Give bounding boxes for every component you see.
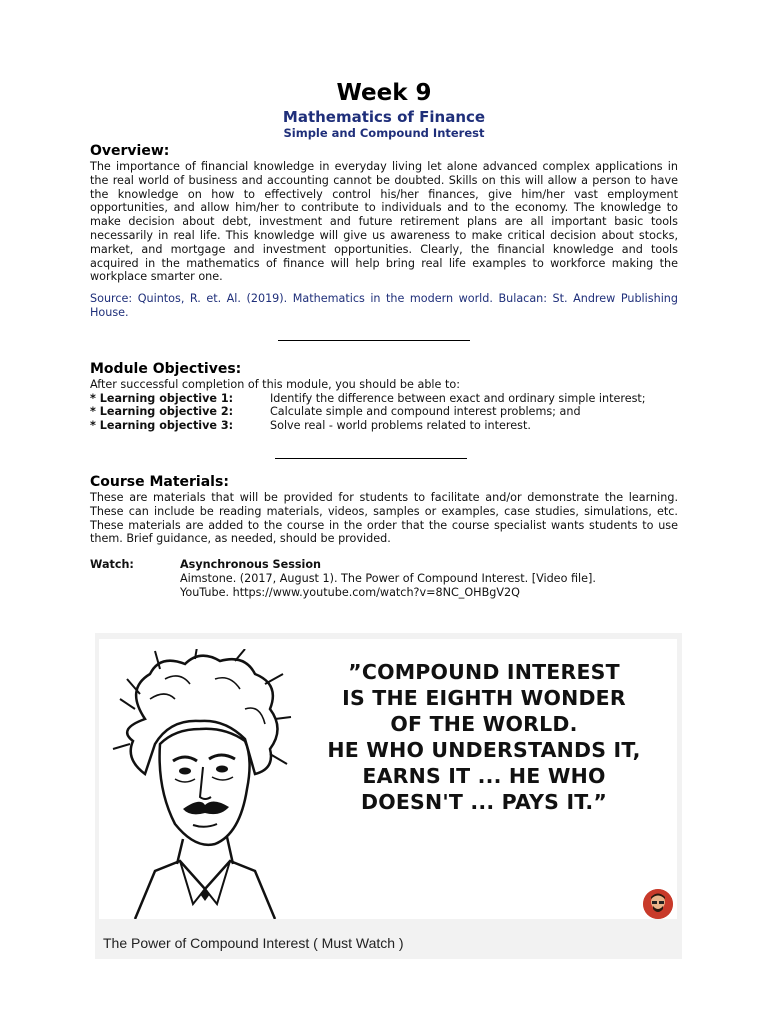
objective-label: * Learning objective 1: <box>90 391 234 405</box>
video-caption[interactable]: The Power of Compound Interest ( Must Watch ) <box>103 935 404 951</box>
materials-body: These are materials that will be provided for students to facilitate and/or demonstrate the learning. These can include be reading materials, videos, samples or examples, case studies, simulations, etc. These materials are added to the course in the order that the course specialist wants students to use them. Brief guidance, as needed, should be provided. <box>90 490 678 546</box>
objective-row <box>90 419 678 433</box>
overview-heading: Overview: <box>90 143 170 159</box>
module-subtitle: Simple and Compound Interest <box>283 126 485 140</box>
objectives-intro: After successful completion of this module, you should be able to: <box>90 377 460 391</box>
citation-url[interactable]: YouTube. https://www.youtube.com/watch?v=8NC_OHBgV2Q <box>180 585 520 599</box>
objective-text: Solve real - world problems related to interest. <box>270 419 531 433</box>
overview-source: Source: Quintos, R. et. Al. (2019). Mathematics in the modern world. Bulacan: St. Andrew Publishing House. <box>90 292 678 319</box>
week-title: Week 9 <box>336 80 432 106</box>
document-page <box>90 80 678 600</box>
objective-label: * Learning objective 2: <box>90 405 234 419</box>
watch-label: Watch: <box>90 558 134 572</box>
objective-text: Identify the difference between exact and ordinary simple interest; <box>270 391 646 405</box>
channel-avatar-icon[interactable] <box>643 889 673 919</box>
video-thumbnail[interactable] <box>99 639 677 919</box>
materials-heading: Course Materials: <box>90 473 229 490</box>
objective-row <box>90 392 678 406</box>
objective-row <box>90 405 678 419</box>
einstein-portrait-icon <box>105 649 295 919</box>
watch-entry <box>90 558 678 599</box>
objective-label: * Learning objective 3: <box>90 419 234 433</box>
objectives-heading: Module Objectives: <box>90 360 242 377</box>
quote-text: ”COMPOUND INTEREST IS THE EIGHTH WONDER OF THE WORLD. HE WHO UNDERSTANDS IT, EARNS IT ... HE WHO DOESN'T ... PAYS IT.” <box>327 660 641 814</box>
session-type: Asynchronous Session <box>180 558 321 572</box>
objective-text: Calculate simple and compound interest problems; and <box>270 405 581 419</box>
video-embed[interactable] <box>95 633 682 959</box>
module-title: Mathematics of Finance <box>282 108 486 126</box>
overview-body: The importance of financial knowledge in everyday living let alone advanced complex applications in the real world of business and accounting cannot be doubted. Skills on this will allow a person to have the knowledge on how to effectively control his/her finances, give him/her vast employment opportunities, and allow him/her to contribute to individuals and to the economy. The knowledge to make decision about debt, investment and future retirement plans are all important basic tools necessarily in real life. This knowledge will give us awareness to make critical decision about stocks, market, and mortgage and investment opportunities. Clearly, the financial knowledge and tools acquired in the mathematics of finance will help bring real life examples to workforce making the workplace smarter one. <box>90 160 678 284</box>
citation-line: Aimstone. (2017, August 1). The Power of Compound Interest. [Video file]. <box>180 571 596 585</box>
